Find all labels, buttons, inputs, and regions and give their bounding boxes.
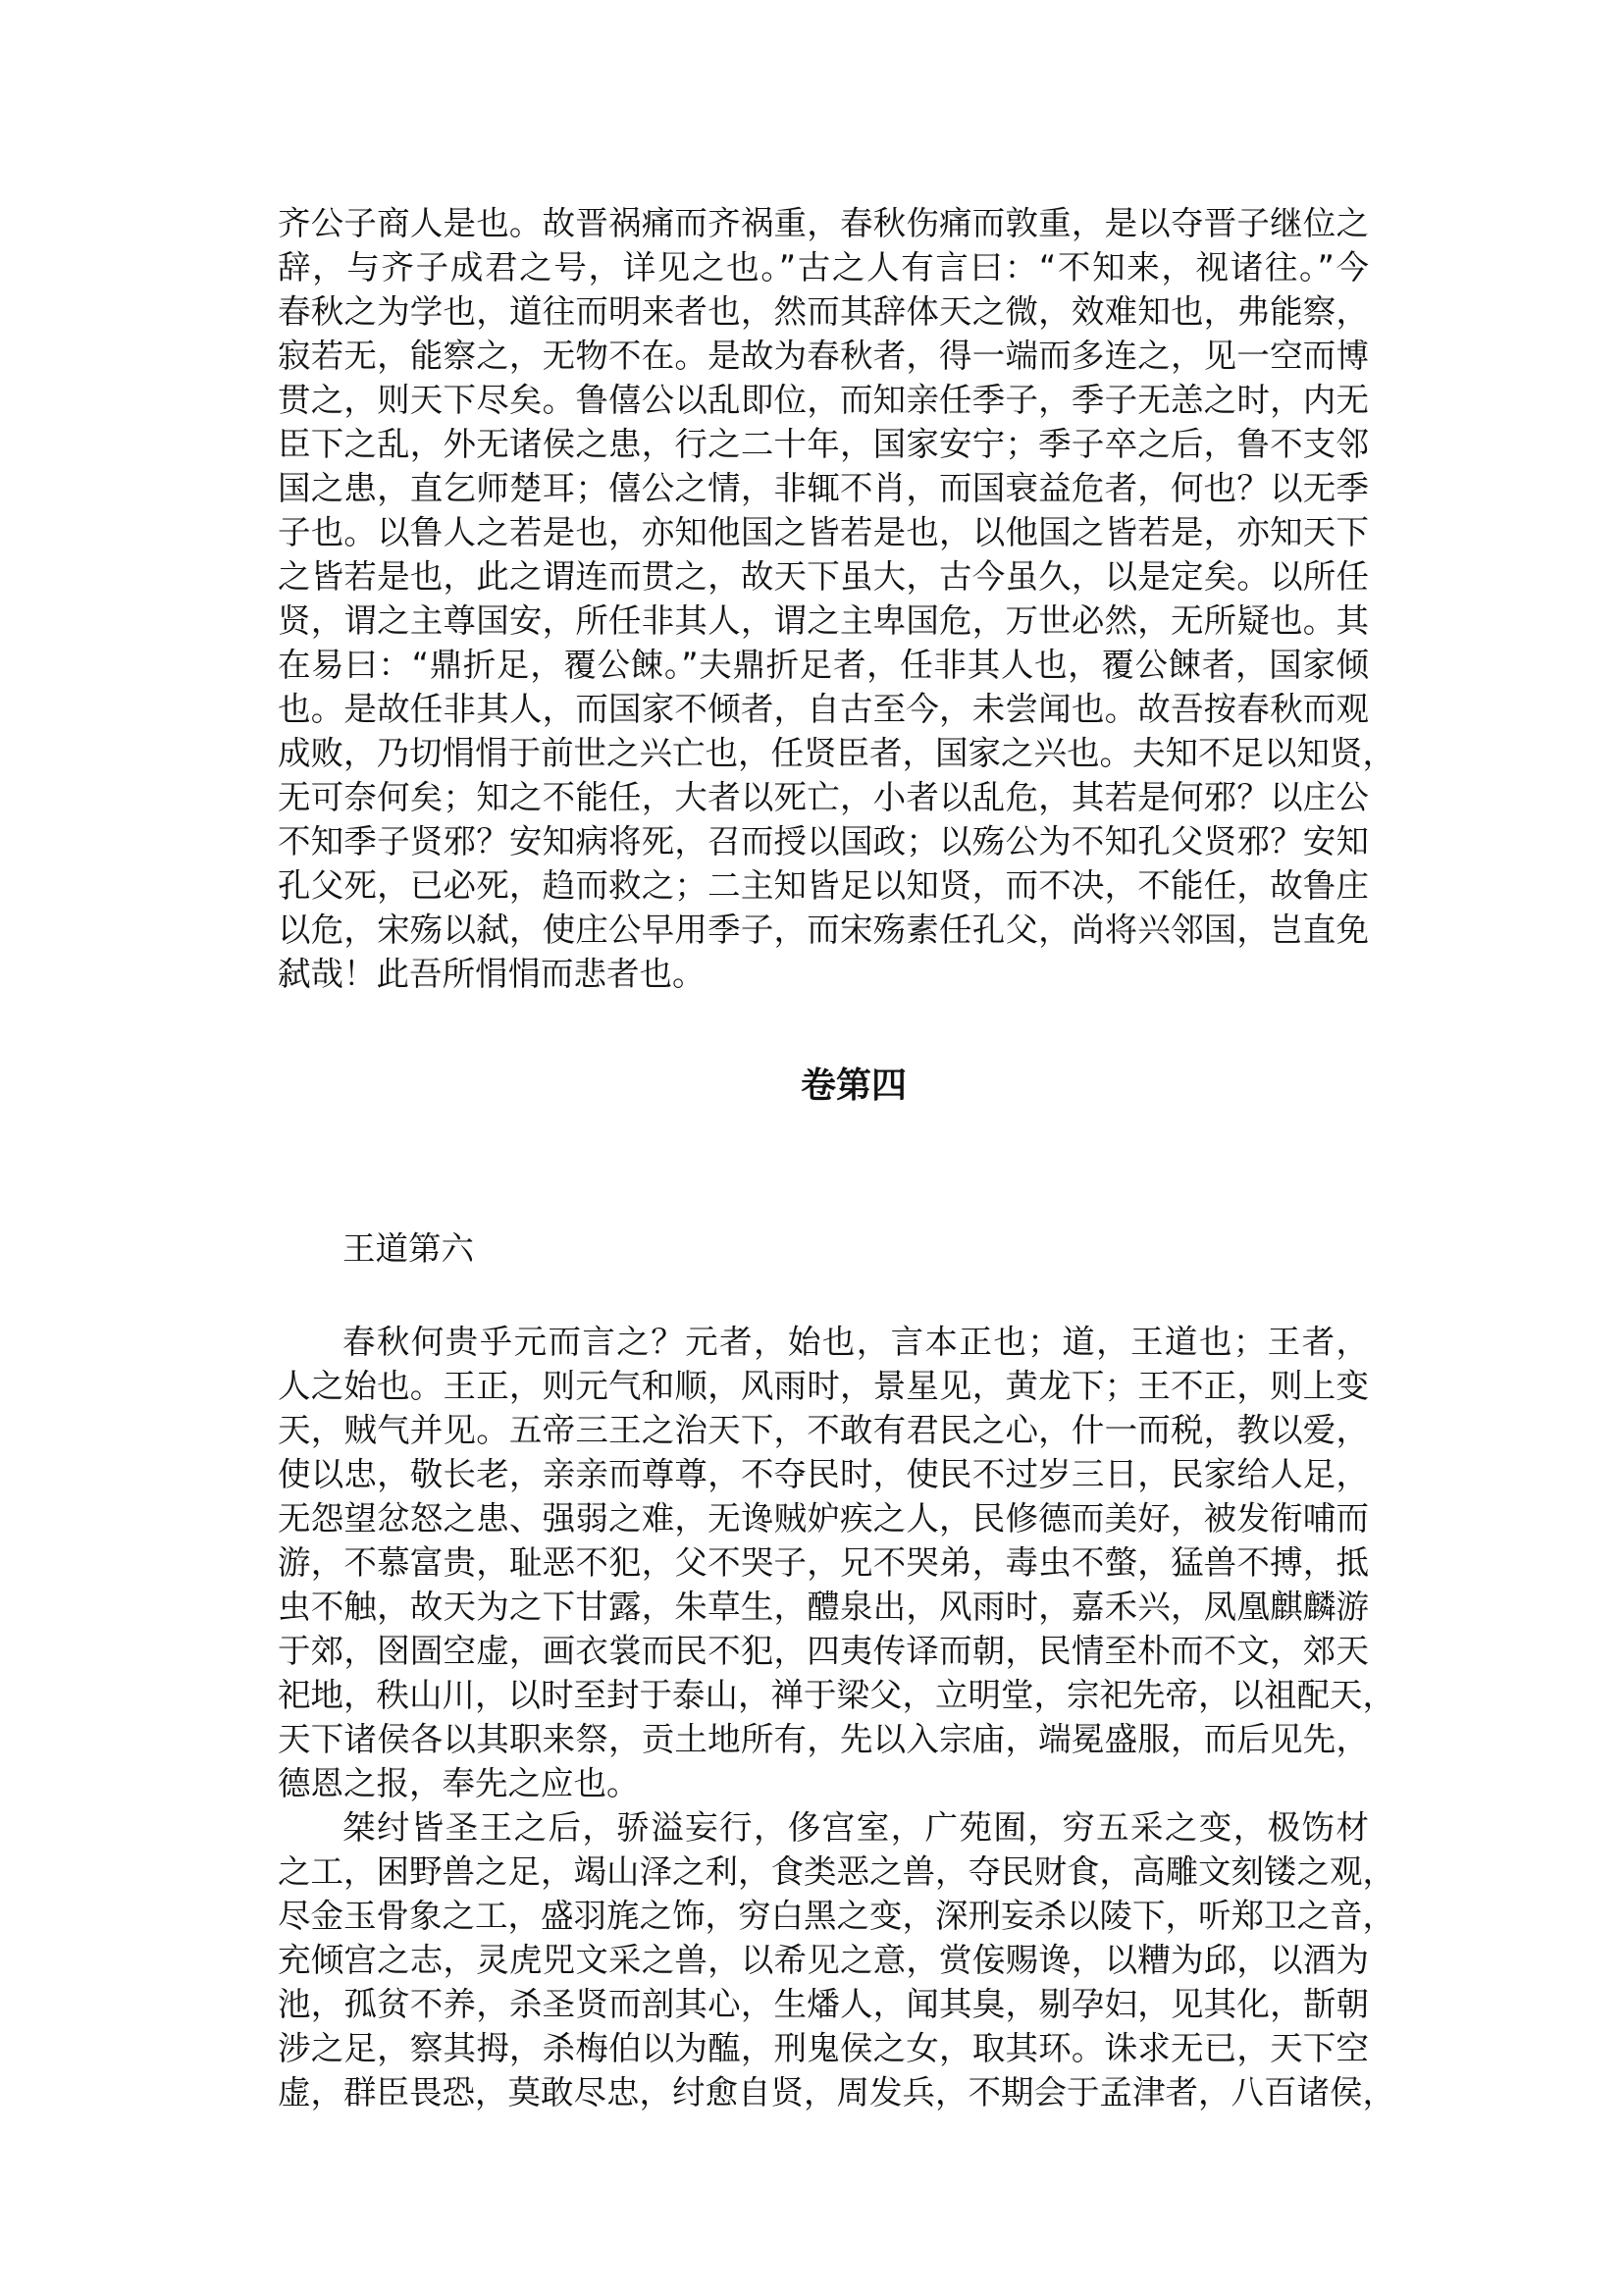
text-line: 寂若无，能察之，无物不在。是故为春秋者，得一端而多连之，见一空而博	[278, 337, 1369, 375]
text-line: 祀地，秩山川，以时至封于泰山，禅于梁父，立明堂，宗祀先帝，以祖配天，	[278, 1676, 1395, 1714]
text-line: 天，贼气并见。五帝三王之治天下，不敢有君民之心，什一而税，教以爱，	[278, 1411, 1369, 1449]
text-line: 桀纣皆圣王之后，骄溢妄行，侈宫室，广苑囿，穷五采之变，极饬材	[342, 1808, 1369, 1847]
text-line: 使以忠，敬长老，亲亲而尊尊，不夺民时，使民不过岁三日，民家给人足，	[278, 1455, 1369, 1493]
text-line: 于郊，囹圄空虚，画衣裳而民不犯，四夷传译而朝，民情至朴而不文，郊天	[278, 1632, 1369, 1670]
text-line: 春秋之为学也，道往而明来者也，然而其辞体天之微，效难知也，弗能察，	[278, 292, 1369, 331]
text-line: 春秋何贵乎元而言之？元者，始也，言本正也；道，王道也；王者，	[342, 1323, 1369, 1361]
text-line: 臣下之乱，外无诸侯之患，行之二十年，国家安宁；季子卒之后，鲁不支邻	[278, 425, 1369, 463]
text-line: 尽金玉骨象之工，盛羽旄之饰，穷白黑之变，深刑妄杀以陵下，听郑卫之音，	[278, 1897, 1395, 1935]
text-line: 也。是故任非其人，而国家不倾者，自古至今，未尝闻也。故吾按春秋而观	[278, 690, 1369, 728]
text-line: 孔父死，已必死，趋而救之；二主知皆足以知贤，而不决，不能任，故鲁庄	[278, 866, 1369, 905]
text-line: 弑哉！此吾所悁悁而悲者也。	[278, 955, 706, 993]
text-line: 不知季子贤邪？安知病将死，召而授以国政；以殇公为不知孔父贤邪？安知	[278, 822, 1369, 860]
text-line: 虫不触，故天为之下甘露，朱草生，醴泉出，风雨时，嘉禾兴，凤凰麒麟游	[278, 1588, 1369, 1626]
text-line: 贯之，则天下尽矣。鲁僖公以乱即位，而知亲任季子，季子无恙之时，内无	[278, 381, 1369, 419]
text-line: 以危，宋殇以弑，使庄公早用季子，而宋殇素任孔父，尚将兴邻国，岂直免	[278, 911, 1369, 949]
text-line: 成败，乃切悁悁于前世之兴亡也，任贤臣者，国家之兴也。夫知不足以知贤，	[278, 734, 1395, 772]
chapter-title: 卷第四	[800, 1066, 907, 1106]
text-line: 子也。以鲁人之若是也，亦知他国之皆若是也，以他国之皆若是，亦知天下	[278, 513, 1369, 551]
text-line: 无可奈何矣；知之不能任，大者以死亡，小者以乱危，其若是何邪？以庄公	[278, 778, 1369, 816]
text-line: 充倾宫之志，灵虎兕文采之兽，以希见之意，赏侫赐谗，以糟为邱，以酒为	[278, 1941, 1369, 1979]
text-line: 之工，困野兽之足，竭山泽之利，食类恶之兽，夺民财食，高雕文刻镂之观，	[278, 1852, 1395, 1891]
text-line: 国之患，直乞师楚耳；僖公之情，非辄不肖，而国衰益危者，何也？以无季	[278, 469, 1369, 507]
text-line: 齐公子商人是也。故晋祸痛而齐祸重，春秋伤痛而敦重，是以夺晋子继位之	[278, 204, 1369, 242]
text-line: 虚，群臣畏恐，莫敢尽忠，纣愈自贤，周发兵，不期会于孟津者，八百诸侯，	[278, 2073, 1395, 2112]
text-line: 无怨望忿怒之患、强弱之难，无谗贼妒疾之人，民修德而美好，被发衔哺而	[278, 1499, 1369, 1538]
text-line: 池，孤贫不养，杀圣贤而剖其心，生燔人，闻其臭，剔孕妇，见其化，斮朝	[278, 1985, 1369, 2023]
text-line: 贤，谓之主尊国安，所任非其人，谓之主卑国危，万世必然，无所疑也。其	[278, 601, 1369, 640]
text-line: 德恩之报，奉先之应也。	[278, 1764, 640, 1802]
text-line: 在易曰：“鼎折足，覆公餗。”夫鼎折足者，任非其人也，覆公餗者，国家倾	[278, 646, 1369, 684]
section-title: 王道第六	[342, 1229, 474, 1268]
text-line: 辞，与齐子成君之号，详见之也。”古之人有言曰：“不知来，视诸往。”今	[278, 248, 1369, 287]
text-line: 天下诸侯各以其职来祭，贡土地所有，先以入宗庙，端冕盛服，而后见先，	[278, 1720, 1369, 1758]
text-line: 之皆若是也，此之谓连而贯之，故天下虽大，古今虽久，以是定矣。以所任	[278, 557, 1369, 596]
text-line: 游，不慕富贵，耻恶不犯，父不哭子，兄不哭弟，毒虫不螫，猛兽不搏，抵	[278, 1543, 1369, 1582]
text-line: 涉之足，察其拇，杀梅伯以为醢，刑鬼侯之女，取其环。诛求无已，天下空	[278, 2029, 1369, 2067]
text-line: 人之始也。王正，则元气和顺，风雨时，景星见，黄龙下；王不正，则上变	[278, 1367, 1369, 1405]
